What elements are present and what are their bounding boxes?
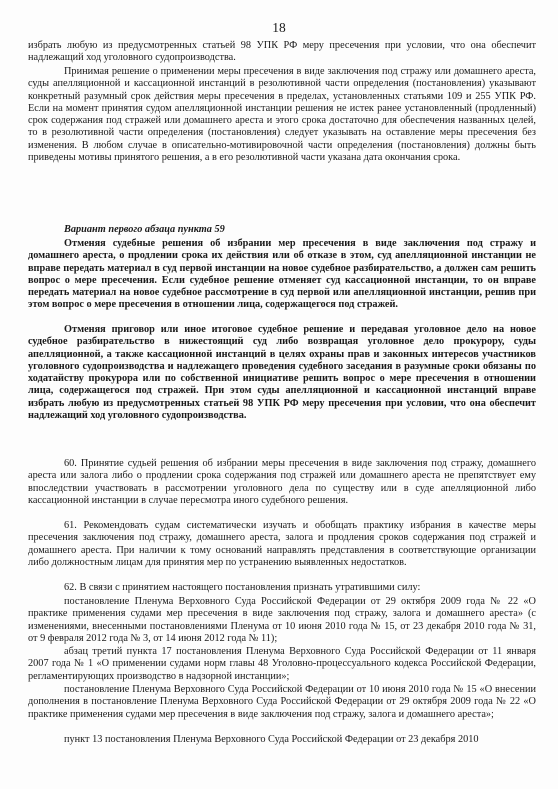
paragraph-continuation: избрать любую из предусмотренных статьей 98 УПК РФ меру пресечения при условии, что она обеспечит надлежащий ход уголовного судопроизводства. (28, 40, 536, 64)
paragraph-62-item-3: постановление Пленума Верховного Суда Российской Федерации от 10 июня 2010 года № 15 «О внесении дополнения в постановление Пленума Верховного Суда Российской Федерации от 29 октября 2009 года № 22 «О практике применения судами мер пресечения в виде заключения под стражу, залога и домашнего ареста»; (28, 684, 536, 720)
paragraph-59-second: Отменяя приговор или иное итоговое судебное решение и передавая уголовное дело на новое судебное разбирательство в нижестоящий суд либо возвращая уголовное дело прокурору, суды апелляционной, а также кассационной инстанций в целях охраны прав и законных интересов участников уголовного судопроизводства и надлежащего проведения судебного заседания в разумные сроки обязаны по ходатайству прокурора или по собственной инициативе решить вопрос о мере пресечения в отношении лица, содержащегося под стражей. При этом суды апелляционной и кассационной инстанций вправе избрать любую из предусмотренных статьей 98 УПК РФ меру пресечения при условии, что она обеспечит надлежащий ход уголовного судопроизводства. (28, 324, 536, 422)
paragraph-62-item-1: постановление Пленума Верховного Суда Российской Федерации от 29 октября 2009 года № 22 «О практике применения судами мер пресечения в виде заключения под стражу, залога и домашнего ареста» (с изменениями, внесенными постановлениями Пленума от 10 июня 2010 года № 15, от 23 декабря 2010 года № 31, от 9 февраля 2012 года № 3, от 14 июня 2012 года № 11); (28, 596, 536, 644)
paragraph-61: 61. Рекомендовать судам систематически изучать и обобщать практику избрания в качестве меры пресечения заключения под стражу, домашнего ареста, залога и продления сроков содержания под стражей и домашнего ареста. При наличии к тому оснований направлять представления в соответствующие организации либо должностным лицам для принятия мер по устранению выявленных недостатков. (28, 520, 536, 568)
page-number: 18 (272, 20, 286, 35)
paragraph-62-item-4: пункт 13 постановления Пленума Верховного Суда Российской Федерации от 23 декабря 2010 (64, 734, 479, 745)
paragraph-62-item-2: абзац третий пункта 17 постановления Пленума Верховного Суда Российской Федерации от 11 января 2007 года № 1 «О применении судами норм главы 48 Уголовно-процессуального кодекса Российской Федерации, регламентирующих производство в надзорной инстанции»; (28, 646, 536, 682)
paragraph-appeal-cassation: Принимая решение о применении меры пресечения в виде заключения под стражу или домашнего ареста, суды апелляционной и кассационной инстанций в резолютивной части определения (постановления) указывают конкретный разумный срок действия меры пресечения в пределах, установленных статьями 109 и 255 УПК РФ. Если на момент принятия судом апелляционной инстанции решения не истек ранее установленный (продленный) срок содержания под стражей или домашнего ареста и этого срока достаточно для обеспечения названных целей, то в резолютивной части определения (постановления) следует указывать на оставление меры пресечения без изменения. В любом случае в описательно-мотивировочной части определения (постановления) должны быть приведены мотивы принятого решения, а в его резолютивной части указана дата окончания срока. (28, 66, 536, 164)
paragraph-60: 60. Принятие судьей решения об избрании меры пресечения в виде заключения под стражу, домашнего ареста или залога либо о продлении срока содержания под стражей или домашнего ареста не препятствует ему впоследствии участвовать в рассмотрении уголовного дела по существу или в суде апелляционной либо кассационной инстанции в случае пересмотра иного судебного решения. (28, 458, 536, 506)
section-heading-variant-59: Вариант первого абзаца пункта 59 (64, 224, 225, 235)
paragraph-62: 62. В связи с принятием настоящего постановления признать утратившими силу: (64, 582, 421, 593)
paragraph-59-first: Отменяя судебные решения об избрании мер пресечения в виде заключения под стражу и домашнего ареста, о продлении срока их действия или об отказе в этом, суд апелляционной инстанции не вправе передать материал в суд первой инстанции на новое судебное разбирательство, а должен сам решить вопрос о мере пресечения. Если судебное решение отменяет суд кассационной инстанции, то он вправе передать материал на новое судебное рассмотрение в суд первой или апелляционной инстанции, решив при этом вопрос о мере пресечения в отношении лица, содержащегося под стражей. (28, 238, 536, 311)
